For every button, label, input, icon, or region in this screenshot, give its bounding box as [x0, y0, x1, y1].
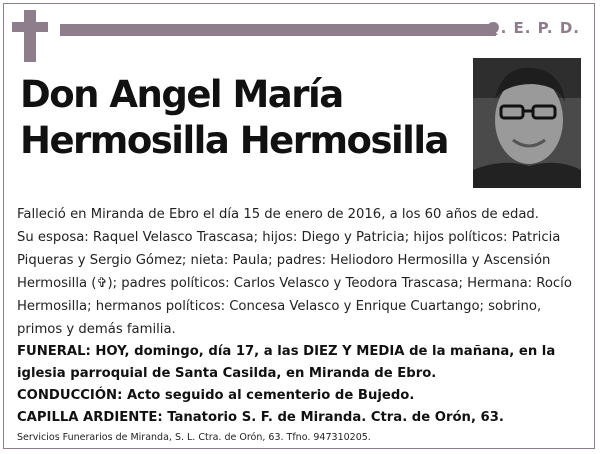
conduccion-info: CONDUCCIÓN: Acto seguido al cementerio de Bujedo. [17, 388, 415, 403]
death-notice: Falleció en Miranda de Ebro el día 15 de enero de 2016, a los 60 años de edad. [17, 207, 539, 222]
cross-icon [12, 10, 48, 62]
portrait-photo [473, 58, 581, 188]
header-bar [60, 24, 496, 36]
name-line-1: Don Angel María [20, 73, 343, 116]
funeral-home-footer: Servicios Funerarios de Miranda, S. L. Ctra. de Orón, 63. Tfno. 947310205. [17, 432, 371, 443]
obituary-body [17, 203, 587, 429]
capilla-info: CAPILLA ARDIENTE: Tanatorio S. F. de Miranda. Ctra. de Orón, 63. [17, 410, 504, 425]
name-line-2: Hermosilla Hermosilla [20, 119, 449, 162]
deceased-name [20, 72, 470, 164]
qepd-label: Q. E. P. D. [486, 19, 580, 37]
family-list: Su esposa: Raquel Velasco Trascasa; hijos: Diego y Patricia; hijos políticos: Patricia Piqueras y Sergio Gómez; nieta: Paula; padres: Heliodoro Hermosilla y Ascensión Hermosilla (✞); padres políticos: Carlos Velasco y Teodora Trascasa; Hermana: Rocío Hermosilla; hermanos políticos: Concesa Velasco y Enrique Cuartango; sobrino, primos y demás familia. [17, 230, 572, 337]
funeral-info: FUNERAL: HOY, domingo, día 17, a las DIEZ Y MEDIA de la mañana, en la iglesia parroquial de Santa Casilda, en Miranda de Ebro. [17, 344, 556, 381]
